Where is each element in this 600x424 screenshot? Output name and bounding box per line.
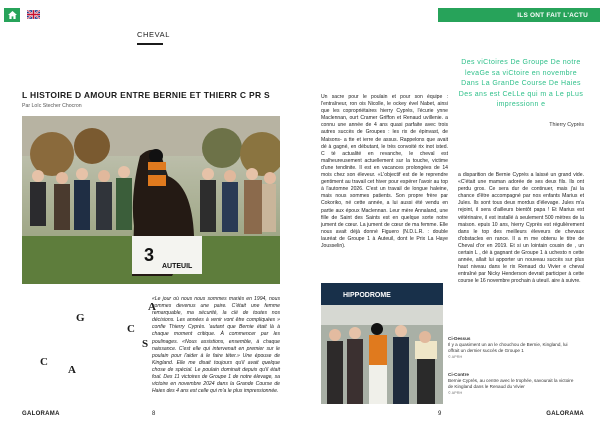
dropcap-letter: C [127,323,135,335]
article-column-left: «Le jour où nous nous sommes mariés en 1994, nous sommes devenus une paire. C'était une femme remarquable, ma sécurité, la clé de toutes nos décisions. Les années à venir vont être compliquées » confie Thierry Cyprès. 'autant que Bernie était là à chaque moment critique. À commencer par les poulinages. «Nous assistions, ensemble, à chaque naissance. C'est elle qui intervenait en premier sur le poulain pour l'aider à le faire téter.» Une épouse de Kingland. Elle me disait toujours qu'il avait quelque chose de spécial. Le poulain dominait depuis qu'il était foal. Des 11 victoires de Groupe 1 de notre élevage, sa victoire en novembre 2024 dans la Grande Course de Haies des 4 ans est celle qui m'a le plus impressionnée. [152,296,280,395]
dropcap-letter: C [40,356,48,368]
footer-brand-right: GALORAMA [546,411,584,417]
pull-quote-author: Thierry Cyprès [549,122,584,128]
home-icon [8,11,17,19]
caption-text: Bernie Cyprès, au centre avec le trophée, savourait la victoire de Kingland dans le Renaud du Vivier [448,378,574,389]
article-column-middle: Un sacre pour le poulain et pour son équipe : l'entraîneur, ron ois Nicolle, le ockey ével Nabet, ainsi que les copropriétaires hierry Cyprès, l'écurie ynne Maclennan, ourt Cramer Griffon et Renaud uvillenie. a connu une année de 4 ans quasi parfaite avec trois autres succès de Groupes : les rix de épinvast, de Maisons- a tte et ierre de assus. Rappelons que avait dé à gagné, en débutant, le très convoité rix inot isted. C té actualité en revanche, le cheval est malheureusement actuellement sur la touche, victime d'une tendinite. Il est en vacances prolongées de 14 mois chez son éleveur. «L'objectif est de le reprendre gentiment au travail cet hiver pour espérer l'avoir au top à l'automne 2026. C'est un travail de longue haleine, mais nous sommes patients. Son propre frère par Cokoriko, né cette année, a lui aussi été vendu en partie aux époux Maclennan. Leur mère Annaland, une fille de Saint des Saints est en quelque sorte notre jument de cœur. La jument de cœur de ma femme. Elle nous avait déjà donné Figuero (N.D.L.R. : double lauréat de Groupe 1 à Auteuil, dont le Prix La Haye Jousselin). [321,94,448,249]
horse-sign: AUTEUIL [162,263,193,270]
main-photo [22,116,280,284]
caption-credit: © APRH [448,391,463,395]
article-byline: Par Loïc Stecher Chocron [22,103,82,109]
dropcap-letter: A [68,364,76,376]
dropcap-letter: G [76,312,85,324]
photo-banner-text: HIPPODROME [343,292,391,299]
caption-title: Ci-Dessus [448,336,471,341]
section-label: CHEVAL [137,30,171,39]
caption-text: Il y a quasiment un an le chouchou de Bernie, Kingland, lui offrait un dernier succès de Groupe 1 [448,342,568,353]
section-divider [137,43,163,45]
footer-brand-left: GALORAMA [22,411,60,417]
caption-credit: © APRH [448,355,463,359]
horse-number: 3 [144,245,155,265]
secondary-photo [321,283,443,404]
section-banner: ILS ONT FAIT L'ACTU [438,8,600,22]
photo-caption [448,336,578,360]
article-column-right: a disparition de Bernie Cyprès a laissé un grand vide. «C'était une maman adorée de ses deux fils. Ils ont perdu gros. Ce sera dur de continuer, mais j'ai la chance d'être accompagné par nos enfants Marius et Jules. Ils sont tous deux mordus d'élevage. Jules m'a rejoint, il sera d'ailleurs bientôt papa ! Et Marius est vétérinaire, il est installé à seulement 500 mètres de la maison. epuis 10 ans, hierry Cyprès est régulièrement dans le top des meilleurs éleveurs de chevaux d'obstacles en rance. Il a m me obtenu le titre de Cheval d'or en 2019. Et si un lointain cousin de , un certain L , dé à gagnant de Groupe 1 à uchesto n cette année, allait lui apporter un nouveau succès sur plus haut niveau dans le rix Renaud du Vivier e cheval entraîné par Nicky Henderson devrait participer à cette course le 16 novembre prochain à uteuil. aire à suivre. [458,172,584,285]
home-button[interactable] [4,8,20,22]
dropcap-letter: S [142,338,149,350]
pull-quote: Des viCtoires De Groupe De notre levaGe sa viCtoire en novembre Dans La GranDe Course De Haies Des ans est CeLLe qui m a Le pLus impressionn e [458,59,584,109]
page-number-right: 9 [438,411,442,417]
caption-title: Ci-Contre [448,372,469,377]
article-title: L HISTOIRE D AMOUR ENTRE BERNIE ET THIERR C PR S [22,90,271,100]
page-number-left: 8 [152,411,156,417]
uk-flag-icon[interactable] [27,10,40,19]
dropcap-letter: A [148,301,156,313]
photo-caption [448,372,578,396]
top-bar [0,8,600,22]
